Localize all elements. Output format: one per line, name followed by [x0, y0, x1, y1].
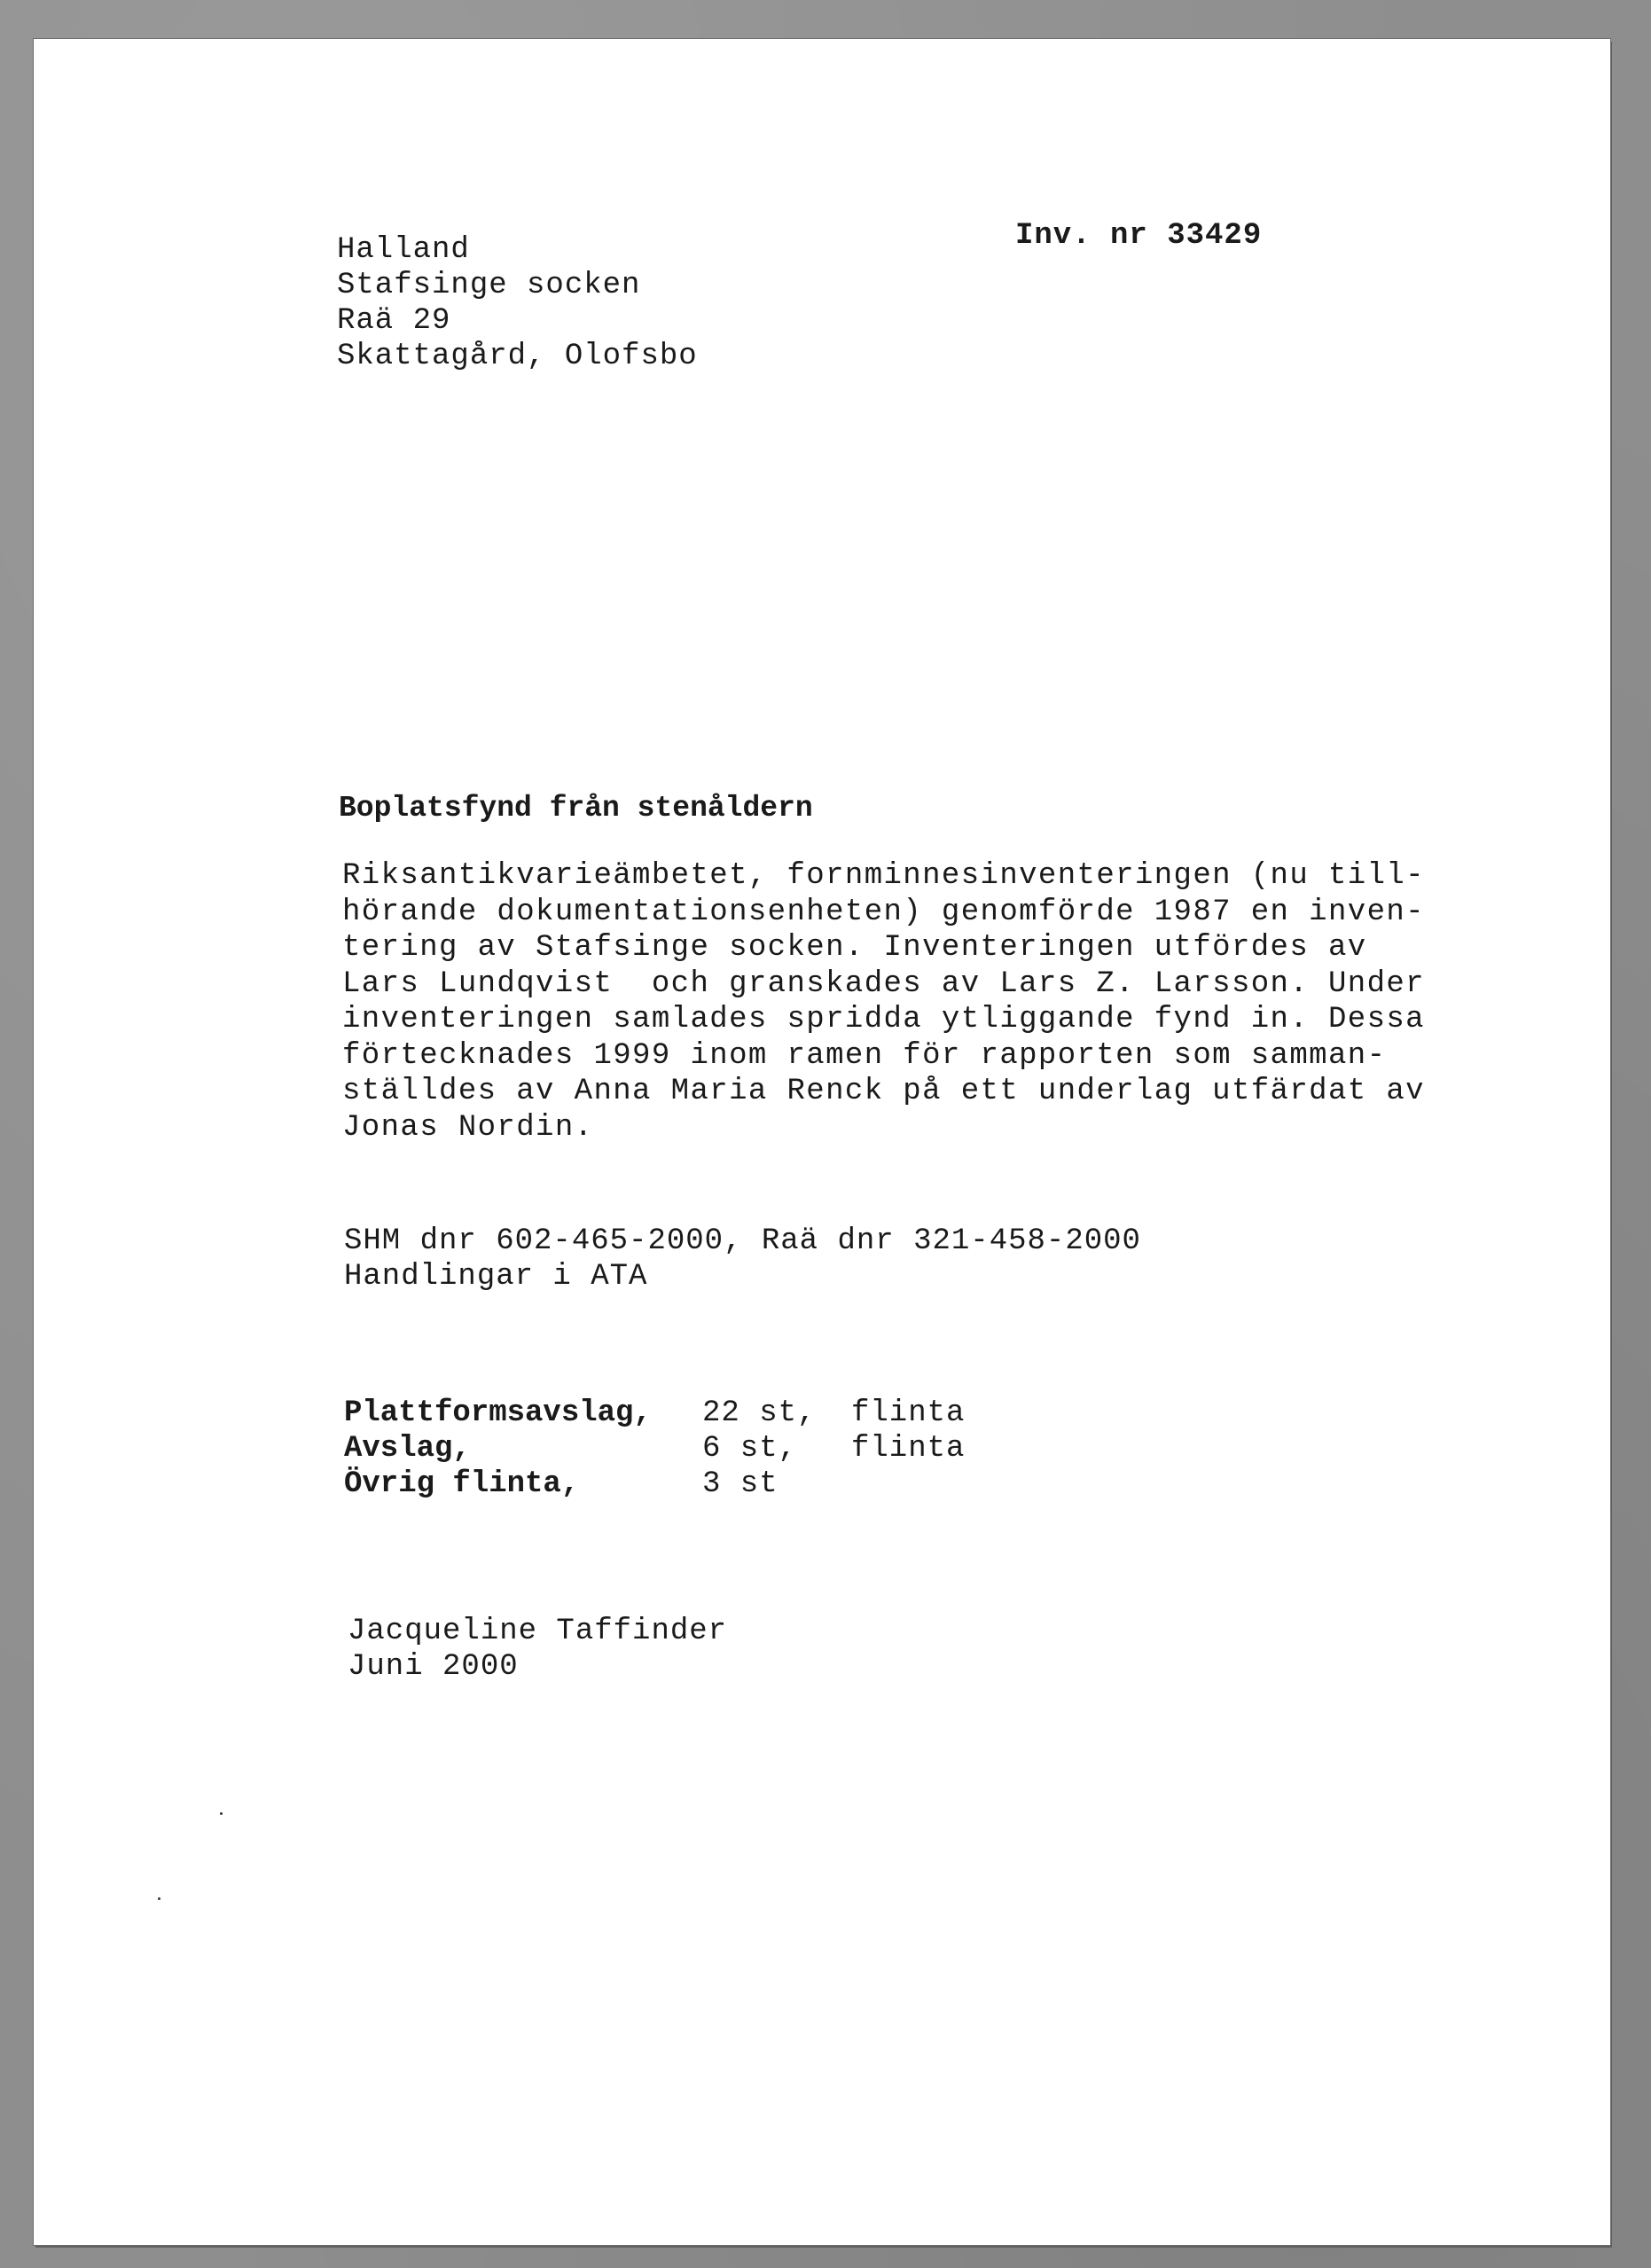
signature-block	[348, 1614, 727, 1685]
find-name: Plattformsavslag,	[344, 1396, 652, 1430]
scan-speck	[220, 1812, 223, 1815]
document-date: Juni 2000	[348, 1650, 519, 1684]
document-title: Boplatsfynd från stenåldern	[339, 792, 813, 825]
body-line: Riksantikvarieämbetet, fornminnesinventeringen (nu till-	[342, 859, 1425, 893]
body-line: tering av Stafsinge socken. Inventeringen utfördes av	[342, 931, 1367, 965]
find-quantity: 6 st,	[702, 1432, 798, 1466]
find-name: Övrig flinta,	[344, 1467, 580, 1501]
body-line: hörande dokumentationsenheten) genomförde 1987 en inven-	[342, 895, 1425, 929]
location-line-parish: Stafsinge socken	[337, 269, 641, 302]
body-line: förtecknades 1999 inom ramen för rapporten som samman-	[342, 1038, 1387, 1073]
location-line-raa: Raä 29	[337, 304, 451, 338]
body-line: ställdes av Anna Maria Renck på ett underlag utfärdat av	[342, 1075, 1425, 1108]
find-quantity: 3 st	[702, 1467, 779, 1501]
reference-block	[344, 1224, 1141, 1294]
document-page	[34, 39, 1610, 2245]
body-paragraph	[342, 858, 1425, 1146]
inventory-number: Inv. nr 33429	[1015, 219, 1263, 253]
location-line-site: Skattagård, Olofsbo	[337, 340, 698, 373]
scan-speck	[158, 1897, 160, 1900]
find-material: flinta	[851, 1396, 966, 1430]
body-line: inventeringen samlades spridda ytliggande fynd in. Dessa	[342, 1003, 1425, 1036]
body-line: Jonas Nordin.	[342, 1110, 594, 1145]
find-quantity: 22 st,	[702, 1396, 817, 1430]
archive-reference: Handlingar i ATA	[344, 1260, 648, 1294]
find-material: flinta	[851, 1432, 966, 1466]
author-name: Jacqueline Taffinder	[348, 1615, 728, 1648]
body-line: Lars Lundqvist och granskades av Lars Z. Larsson. Under	[342, 966, 1425, 1001]
location-line-county: Halland	[337, 233, 470, 267]
location-block	[337, 232, 698, 374]
registry-numbers: SHM dnr 602-465-2000, Raä dnr 321-458-2000	[344, 1224, 1141, 1258]
find-name: Avslag,	[344, 1432, 471, 1466]
